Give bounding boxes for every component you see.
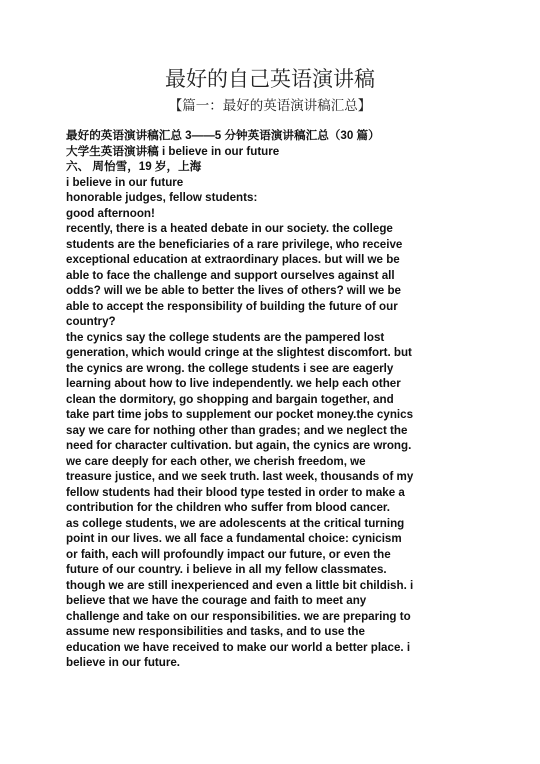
- text-line: the cynics say the college students are the pampered lost: [66, 330, 385, 344]
- text-line: point in our lives. we all face a fundamental choice: cynicism: [66, 532, 402, 545]
- text-line: able to face the challenge and support ourselves against all: [66, 268, 395, 282]
- text-line: contribution for the children who suffer from blood cancer.: [66, 501, 390, 514]
- text-line: we care deeply for each other, we cherish freedom, we: [66, 454, 366, 468]
- text-line: recently, there is a heated debate in our society. the college: [66, 222, 393, 235]
- text-line: i believe in our future: [66, 175, 184, 189]
- text-line: future of our country. i believe in all my fellow classmates.: [66, 563, 387, 576]
- text-line: challenge and take on our responsibilities. we are preparing to: [66, 609, 411, 623]
- text-line: country?: [66, 315, 116, 328]
- text-line: assume new responsibilities and tasks, and to use the: [66, 625, 365, 638]
- body-text: [66, 128, 482, 671]
- text-line: believe in our future.: [66, 656, 181, 669]
- page-title: 最好的自己英语演讲稿: [165, 67, 375, 91]
- text-line: education we have received to make our world a better place. i: [66, 640, 411, 654]
- text-line: say we care for nothing other than grades; and we neglect the: [66, 423, 408, 437]
- text-line: good afternoon!: [66, 206, 155, 220]
- text-line: treasure justice, and we seek truth. last week, thousands of my: [66, 470, 414, 483]
- text-line: take part time jobs to supplement our pocket money.the cynics: [66, 408, 414, 421]
- text-line: 最好的英语演讲稿汇总 3——5 分钟英语演讲稿汇总（30 篇）: [66, 129, 380, 142]
- text-line: fellow students had their blood type tested in order to make a: [66, 485, 405, 499]
- text-line: clean the dormitory, go shopping and bargain together, and: [66, 392, 394, 406]
- text-line: students are the beneficiaries of a rare privilege, who receive: [66, 237, 403, 251]
- text-line: exceptional education at extraordinary places. but will we be: [66, 253, 400, 266]
- text-line: need for character cultivation. but again, the cynics are wrong.: [66, 439, 412, 452]
- text-line: as college students, we are adolescents at the critical turning: [66, 516, 405, 530]
- text-line: the cynics are wrong. the college students i see are eagerly: [66, 361, 394, 375]
- text-line: or faith, each will profoundly impact our future, or even the: [66, 547, 391, 561]
- text-line: able to accept the responsibility of building the future of our: [66, 299, 398, 313]
- text-line: honorable judges, fellow students:: [66, 191, 258, 204]
- text-line: odds? will we be able to better the lives of others? will we be: [66, 284, 401, 297]
- text-line: 大学生英语演讲稿 i believe in our future: [66, 144, 280, 158]
- text-line: learning about how to live independently. we help each other: [66, 377, 401, 390]
- text-line: believe that we have the courage and faith to meet any: [66, 594, 367, 607]
- text-line: 六、 周怡雪，19 岁，上海: [66, 160, 202, 173]
- text-line: though we are still inexperienced and even a little bit childish. i: [66, 578, 414, 592]
- text-line: generation, which would cringe at the slightest discomfort. but: [66, 346, 412, 359]
- section-heading: 【篇一：最好的英语演讲稿汇总】: [168, 98, 372, 114]
